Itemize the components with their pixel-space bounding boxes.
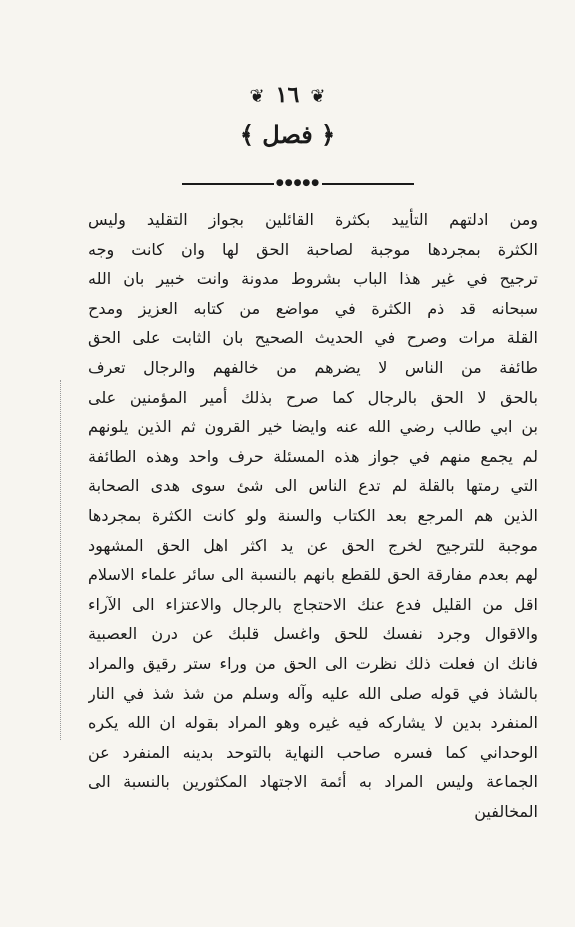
text-line: القلة مرات وصرح في الحديث الصحيح بان الثابت على الحق xyxy=(88,328,538,348)
margin-scan-marks xyxy=(60,380,71,740)
text-line: اقل من القليل فدع عنك الاحتجاج بالرجال والاعتزاء الى الآراء xyxy=(88,594,538,614)
text-line: الذين هم المرجع بعد الكتاب والسنة ولو كانت الكثرة بمجردها xyxy=(88,505,538,525)
text-line: ومن ادلتهم التأييد بكثرة القائلين بجواز التقليد وليس xyxy=(88,210,538,229)
text-line: الوحداني كما فسره صاحب النهاية بالتوحد بدينه المنفرد عن xyxy=(88,742,538,762)
text-line: التي رمتها بالقلة لم تدع الناس الى شئ سوى هدى الصحابة xyxy=(88,476,538,496)
text-line: لم يجمع منهم في جواز هذه المسئلة حرف واحد وهذه الطائفة xyxy=(88,446,538,466)
text-line: الكثرة بمجردها موجبة لصاحبة الحق لها وان كانت وجه xyxy=(88,239,538,259)
rule-dots-ornament: ●●●●● xyxy=(275,178,321,188)
text-line: ترجيح في غير هذا الباب بشروط مدونة وانت خبير بان الله xyxy=(88,269,538,289)
page-header xyxy=(0,82,575,108)
text-line: فانك ان فعلت ذلك نظرت الى الحق من وراء ستر رقيق والمراد xyxy=(88,653,538,673)
ornament-right-icon: ❦ xyxy=(310,86,326,107)
decorative-rule xyxy=(182,180,414,188)
text-line: والاقوال وجرد نفسك للحق واغسل قلبك عن درن العصبية xyxy=(88,624,538,644)
page-number: ١٦ xyxy=(275,82,300,108)
ornament-left-icon: ❦ xyxy=(249,86,265,107)
section-heading xyxy=(0,120,575,149)
text-line: لهم بعدم مفارقة الحق للقطع بانهم بالنسبة الى سائر علماء الاسلام xyxy=(88,565,538,585)
text-line: موجبة للترجيح لخرج الحق عن يد اكثر اهل الحق المشهود xyxy=(88,535,538,555)
text-line: المنفرد بدين لا يشاركه فيه غيره وهو المراد بقوله ان الله يكره xyxy=(88,713,538,733)
text-line: طائفة من الناس لا يضرهم من خالفهم والرجال تعرف xyxy=(88,357,538,377)
text-line: المخالفين xyxy=(474,801,538,821)
text-line: بالشاذ في قوله صلى الله عليه وآله وسلم من شذ شذ في النار xyxy=(88,683,538,703)
section-title: ﴿ فصل ﴾ xyxy=(239,120,336,149)
text-line: سبحانه قد ذم الكثرة في مواضع من كتابه العزيز ومدح xyxy=(88,298,538,318)
text-line: الجماعة وليس المراد به أئمة الاجتهاد المكثورين بالنسبة الى xyxy=(88,772,538,792)
text-line: بالحق لا الحق بالرجال كما صرح بذلك أمير المؤمنين على xyxy=(88,387,538,407)
body-text xyxy=(88,205,538,826)
text-line: بن ابي طالب رضي الله عنه وايضا خير القرون ثم الذين يلونهم xyxy=(88,417,538,437)
